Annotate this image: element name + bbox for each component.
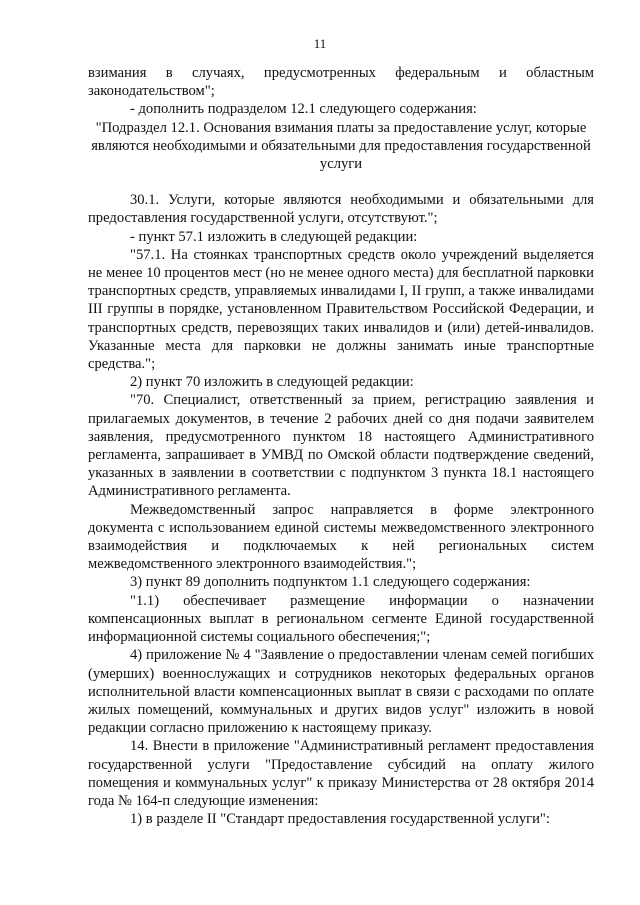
section-heading: "Подраздел 12.1. Основания взимания платы за предоставление услуг, которые являются необходимыми и обязательными для предоставления государственной услуги <box>91 119 591 173</box>
paragraph: взимания в случаях, предусмотренных федеральным и областным законодательством"; <box>88 65 594 100</box>
paragraph: 2) пункт 70 изложить в следующей редакции: <box>130 374 414 391</box>
paragraph: "57.1. На стоянках транспортных средств около учреждений выделяется не менее 10 процентов мест (но не менее одного места) для бесплатной парковки транспортных средств, управляемых инвалидами I, II групп, а также инвалидами III группы в порядке, установленном Правительством Российской Федерации, и транспортных средств, перевозящих таких инвалидов и (или) детей-инвалидов. Указанные места для парковки не должны занимать иные транспортные средства."; <box>88 246 594 373</box>
paragraph: 1) в разделе II "Стандарт предоставления государственной услуги": <box>130 811 550 828</box>
paragraph: 14. Внести в приложение "Административный регламент предоставления государственной услуги "Предоставление субсидий на оплату жилого помещения и коммунальных услуг" к приказу Министерства от 28 октября 2014 года № 164-п следующие изменения: <box>88 738 594 809</box>
paragraph: - пункт 57.1 изложить в следующей редакции: <box>130 228 418 245</box>
paragraph: "1.1) обеспечивает размещение информации о назначении компенсационных выплат в региональном сегменте Единой государственной информационной системы социального обеспечения;"; <box>88 592 594 646</box>
document-body <box>88 64 594 828</box>
paragraph: "70. Специалист, ответственный за прием, регистрацию заявления и прилагаемых документов, в течение 2 рабочих дней со дня подачи заявителем заявления, предусмотренного пунктом 18 настоящего Административного регламента, запрашивает в УМВД по Омской области подтверждение сведений, указанных в заявлении в соответствии с подпунктом 3 пункта 18.1 настоящего Административного регламента. <box>88 392 594 500</box>
paragraph: 4) приложение № 4 "Заявление о предоставлении членам семей погибших (умерших) военнослужащих и сотрудников некоторых федеральных органов исполнительной власти компенсационных выплат в связи с расходами по оплате жилых помещений, коммунальных и других видов услуг" изложить в новой редакции согласно приложению к настоящему приказу. <box>88 647 594 737</box>
paragraph: - дополнить подразделом 12.1 следующего содержания: <box>130 101 477 118</box>
paragraph: Межведомственный запрос направляется в форме электронного документа с использованием единой системы межведомственного электронного взаимодействия и подключаемых к ней региональных систем межведомственного электронного взаимодействия."; <box>88 501 594 573</box>
page-number: 11 <box>313 36 327 51</box>
paragraph: 3) пункт 89 дополнить подпунктом 1.1 следующего содержания: <box>130 574 531 591</box>
paragraph: 30.1. Услуги, которые являются необходимыми и обязательными для предоставления государственной услуги, отсутствуют."; <box>88 192 594 227</box>
paragraph-spacer <box>88 173 594 191</box>
